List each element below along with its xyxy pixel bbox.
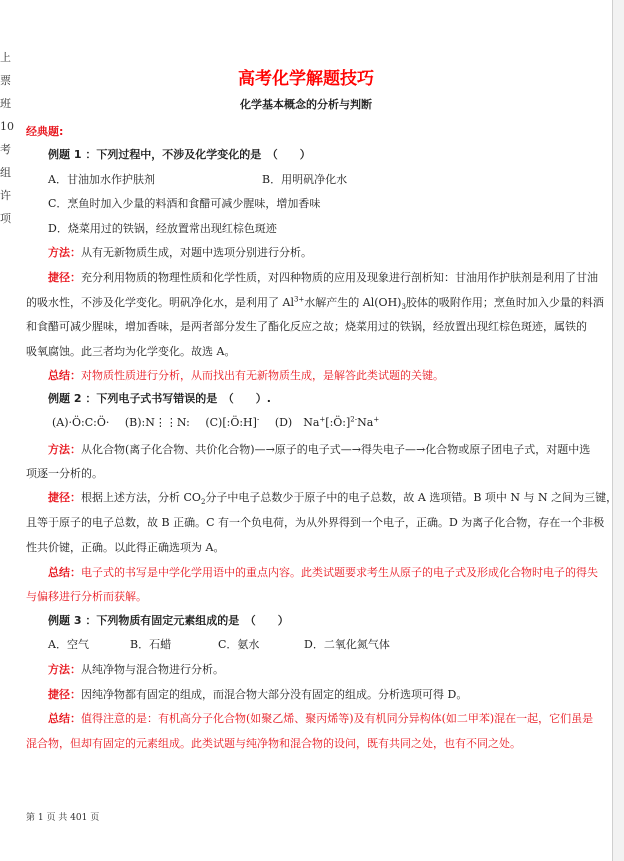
ex2-tip-line-2: 且等于原子的电子总数，故 B 正确。C 有一个负电荷，为从外界得到一个电子，正确。D 为离子化合物，存在一个非极 <box>26 516 605 529</box>
formula-c: (C)[:Ö:H] <box>205 416 257 429</box>
formula-d: (D) Na <box>274 416 320 429</box>
page-subtitle: 化学基本概念的分析与判断 <box>240 98 372 111</box>
ex1-method <box>48 244 312 260</box>
ex1-tip-line-2: 的吸水性，不涉及化学变化。明矾净化水，是利用了 $Al^{3+}$水解产生的 $Al(OH)_3$胶体的吸附作用；烹鱼时加入少量的料酒 <box>26 295 604 312</box>
ex3-option-a: A．空气 <box>48 638 89 651</box>
section-label: 经典题: <box>26 125 64 138</box>
page-footer: 第 1 页 共 401 页 <box>26 813 100 823</box>
page-title: 高考化学解题技巧 <box>238 69 374 89</box>
ex2-method-line-1: 方法：从化合物(离子化合物、共价化合物)—→原子的电子式—→得失电子—→化合物或原子团电子式，对题中选 <box>48 443 591 456</box>
ex3-option-c: C．氨水 <box>218 638 260 651</box>
ex3-summary-line-2: 混合物，但却有固定的元素组成。此类试题与纯净物和混合物的设问，既有共同之处，也有不同之处。 <box>26 737 521 750</box>
ex3-summary-line-1: 总结：值得注意的是：有机高分子化合物(如聚乙烯、聚丙烯等)及有机同分异构体(如二甲苯)混在一起，它们虽是 <box>48 712 594 725</box>
ex1-tip-line-4: 吸氧腐蚀。此三者均为化学变化。故选 A。 <box>26 345 236 358</box>
ex3-option-d: D．二氧化氮气体 <box>304 638 390 651</box>
ex3-option-b: B．石蜡 <box>130 638 172 651</box>
ex2-tip-line-3: 性共价键，正确。以此得正确选项为 A。 <box>26 541 225 554</box>
ex3-question: 例题 3 ：下列物质有固定元素组成的是 （ ） <box>48 614 289 627</box>
ex2-question: 例题 2 ：下列电子式书写错误的是 （ ）. <box>48 392 271 405</box>
ex3-tip: 捷径：因纯净物都有固定的组成，而混合物大部分没有固定的组成。分析选项可得 D。 <box>48 688 468 701</box>
margin-fragment: 上 票 班 10 考 组 许 项 <box>0 51 14 225</box>
ex2-tip-line-1: 捷径：根据上述方法，分析 $CO_2$分子中电子总数少于原子中的电子总数，故 A 选项错。B 项中 N 与 N 之间为三键， <box>48 491 618 507</box>
ex1-option-c: C．烹鱼时加入少量的料酒和食醋可减少腥味，增加香味 <box>48 197 321 210</box>
ex1-tip-label: 捷径： <box>48 271 81 284</box>
page-shadow <box>613 0 624 861</box>
ex2-method-line-2: 项逐一分析的。 <box>26 467 103 480</box>
ex1-method-text: 从有无新物质生成，对题中选项分别进行分析。 <box>81 246 312 259</box>
ex1-tip-line-1: 捷径：充分利用物质的物理性质和化学性质，对四种物质的应用及现象进行剖析知：甘油用作护肤剂是利用了甘油 <box>48 271 598 284</box>
ex1-method-label: 方法： <box>48 246 81 259</box>
ex3-method: 方法：从纯净物与混合物进行分析。 <box>48 663 224 676</box>
ex1-summary: 总结：对物质性质进行分析，从而找出有无新物质生成，是解答此类试题的关键。 <box>48 369 444 382</box>
ex1-option-b: B．用明矾净化水 <box>262 173 348 186</box>
formula-a: (A)·Ö:C:Ö· <box>52 416 110 429</box>
ex1-tip-line-3: 和食醋可减少腥味，增加香味，是两者部分发生了酯化反应之故；烧菜用过的铁锅，经放置出现红棕色斑迹，属铁的 <box>26 320 587 333</box>
ex2-summary-line-2: 与偏移进行分析而获解。 <box>26 590 147 603</box>
ex2-summary-line-1: 总结：电子式的书写是中学化学用语中的重点内容。此类试题要求考生从原子的电子式及形成化合物时电子的得失 <box>48 566 598 579</box>
formula-b: (B):N⋮⋮N: <box>124 416 190 429</box>
ex1-option-d: D．烧菜用过的铁锅，经放置常出现红棕色斑迹 <box>48 222 277 235</box>
ex1-question: 例题 1 ：下列过程中，不涉及化学变化的是 （ ） <box>48 148 311 161</box>
ex2-electron-formulas: (A)·Ö:C:Ö· (B):N⋮⋮N: (C)[:Ö:H]- (D) Na+[:Ö:]$^{2-}$Na+ <box>52 415 380 429</box>
ex1-option-a: A．甘油加水作护肤剂 <box>48 173 155 186</box>
